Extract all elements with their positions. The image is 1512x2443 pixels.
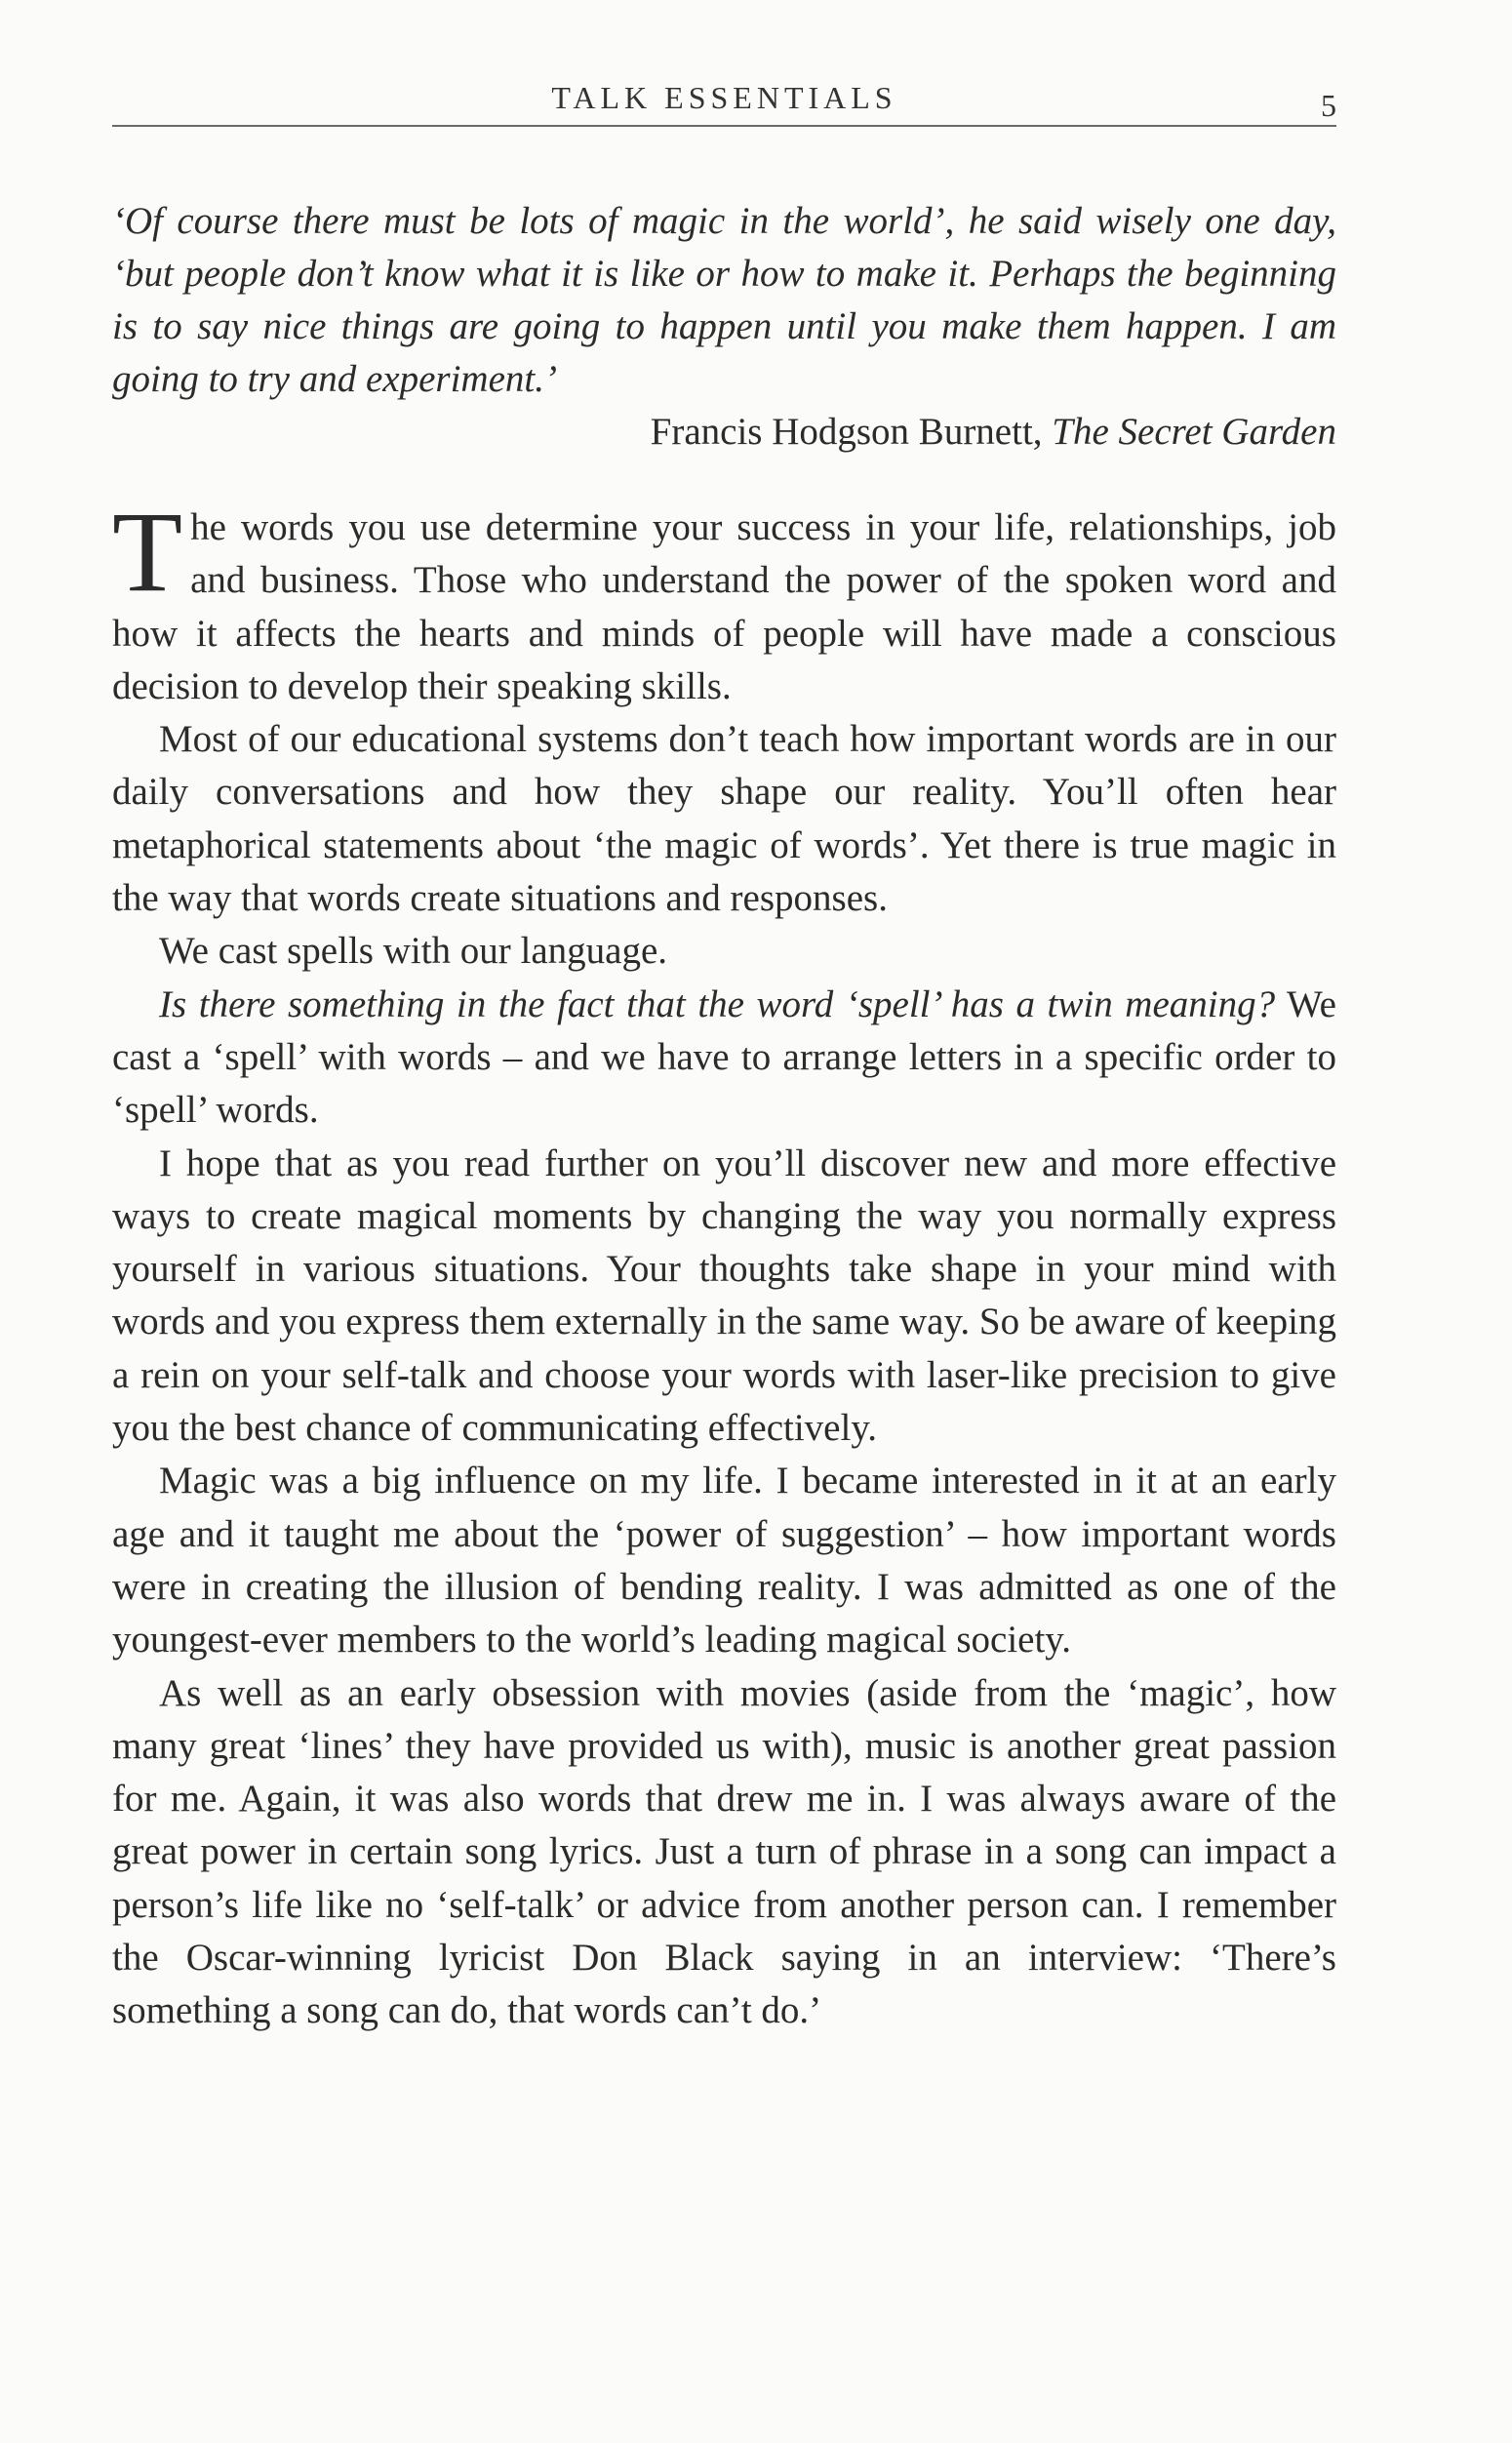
paragraph-4 — [112, 979, 1336, 1138]
page-content — [112, 195, 1336, 2038]
paragraph-3: We cast spells with our language. — [159, 930, 668, 973]
epigraph-author: Francis Hodgson Burnett, — [650, 411, 1053, 453]
drop-cap: T — [112, 488, 183, 616]
epigraph-attribution — [112, 406, 1336, 459]
epigraph-book-title: The Secret Garden — [1052, 411, 1336, 453]
epigraph-quote: ‘Of course there must be lots of magic in the world’, he said wisely one day, ‘but people don’t know what it is like or how to make it. Perhaps the beginning is to say nice things are going to happen until you make them happen. I am going to try and experiment.’ — [112, 200, 1336, 400]
paragraph-4-italic: Is there something in the fact that the word ‘spell’ has a twin meaning? — [159, 982, 1276, 1025]
paragraph-4-text: We cast a ‘spell’ with words – and we have to arrange letters in a specific order to ‘spell’ words. — [112, 982, 1336, 1132]
paragraph-5: I hope that as you read further on you’ll discover new and more effective ways to create magical moments by changing the way you normally express yourself in various situations. Your thoughts take shape in your mind with words and you express them externally in the same way. So be aware of keeping a rein on your self-talk and choose your words with laser-like precision to give you the best chance of communicating effectively. — [112, 1141, 1336, 1450]
paragraph-2: Most of our educational systems don’t teach how important words are in our daily conversations and how they shape our reality. You’ll often hear metaphorical statements about ‘the magic of words’. Yet there is true magic in the way that words create situations and responses. — [112, 718, 1336, 920]
page-number: 5 — [1321, 88, 1336, 123]
paragraph-1-text: he words you use determine your success in your life, relationships, job and business. Those who understand the power of the spoken word and how it affects the hearts and minds of people will have made a conscious decision to develop their speaking skills. — [112, 506, 1336, 707]
running-header — [112, 76, 1336, 127]
paragraph-7: As well as an early obsession with movies (aside from the ‘magic’, how many great ‘lines’ they have provided us with), music is another great passion for me. Again, it was also words that drew me in. I was always aware of the great power in certain song lyrics. Just a turn of phrase in a song can impact a person’s life like no ‘self-talk’ or advice from another person can. I remember the Oscar-winning lyricist Don Black saying in an interview: ‘There’s something a song can do, that words can’t do.’ — [112, 1671, 1336, 2032]
paragraph-1 — [112, 488, 1336, 713]
running-title: TALK ESSENTIALS — [551, 80, 897, 115]
paragraph-6: Magic was a big influence on my life. I became interested in it at an early age and it taught me about the ‘power of suggestion’ – how important words were in creating the illusion of bending reality. I was admitted as one of the youngest-ever members to the world’s leading magical society. — [112, 1460, 1336, 1662]
